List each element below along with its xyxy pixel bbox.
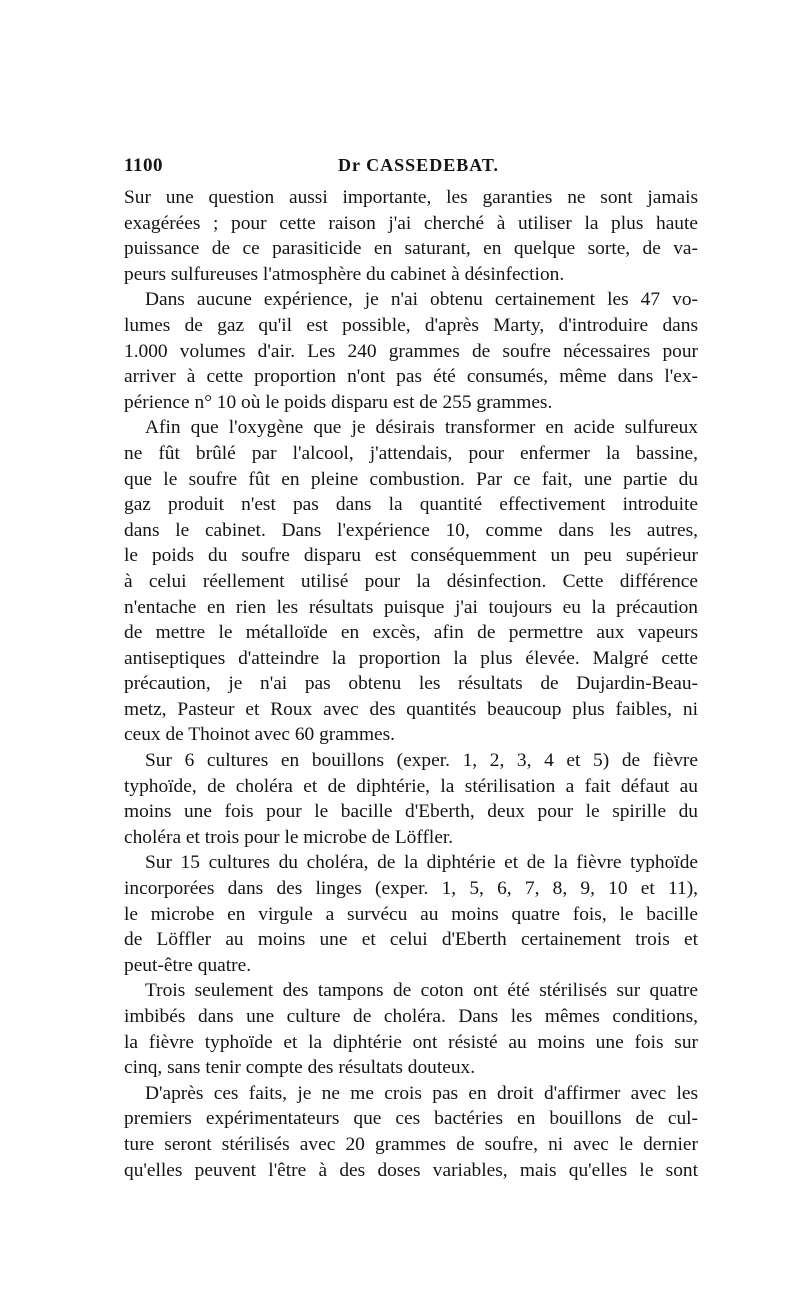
text-line: Sur 6 cultures en bouillons (exper. 1, 2, 3, 4 et 5) de fièvre — [145, 750, 698, 772]
text-line: typhoïde, de choléra et de diphtérie, la stérilisation a fait défaut au — [124, 775, 698, 797]
text-line: Sur 15 cultures du choléra, de la diphtérie et de la fièvre typhoïde — [145, 852, 698, 874]
text-line: incorporées dans des linges (exper. 1, 5, 6, 7, 8, 9, 10 et 11), — [124, 878, 698, 900]
running-head: Dr CASSEDEBAT. — [338, 155, 500, 175]
text-line: à celui réellement utilisé pour la désinfection. Cette différence — [124, 570, 698, 592]
text-line: de Löffler au moins une et celui d'Eberth certainement trois et — [124, 929, 698, 951]
text-line: Trois seulement des tampons de coton ont été stérilisés sur quatre — [145, 980, 698, 1002]
text-line: qu'elles peuvent l'être à des doses variables, mais qu'elles le sont — [124, 1159, 698, 1181]
paragraph — [124, 850, 698, 978]
paragraph — [124, 1081, 698, 1183]
text-line: cinq, sans tenir compte des résultats douteux. — [124, 1057, 476, 1079]
text-line: Afin que l'oxygène que je désirais transformer en acide sulfureux — [145, 417, 698, 439]
text-line: lumes de gaz qu'il est possible, d'après Marty, d'introduire dans — [124, 314, 698, 336]
text-line: gaz produit n'est pas dans la quantité effectivement introduite — [124, 494, 698, 516]
body-text — [124, 185, 698, 1183]
text-line: périence n° 10 où le poids disparu est de 255 grammes. — [124, 391, 553, 413]
text-line: Sur une question aussi importante, les garanties ne sont jamais — [124, 187, 698, 208]
text-line: antiseptiques d'atteindre la proportion la plus élevée. Malgré cette — [124, 647, 698, 669]
text-line: exagérées ; pour cette raison j'ai cherché à utiliser la plus haute — [124, 212, 698, 234]
text-line: ceux de Thoinot avec 60 grammes. — [124, 724, 396, 746]
text-line: Dans aucune expérience, je n'ai obtenu certainement les 47 vo- — [145, 289, 698, 311]
text-line: peurs sulfureuses l'atmosphère du cabinet à désinfection. — [124, 263, 565, 285]
text-line: premiers expérimentateurs que ces bactéries en bouillons de cul- — [124, 1108, 698, 1130]
text-line: dans le cabinet. Dans l'expérience 10, comme dans les autres, — [124, 519, 698, 541]
paragraph — [124, 415, 698, 748]
page-number: 1100 — [124, 155, 163, 176]
text-line: n'entache en rien les résultats puisque j'ai toujours eu la précaution — [124, 596, 698, 618]
paragraph — [124, 185, 698, 287]
text-line: ne fût brûlé par l'alcool, j'attendais, pour enfermer la bassine, — [124, 442, 698, 464]
text-line: D'après ces faits, je ne me crois pas en droit d'affirmer avec les — [145, 1082, 698, 1104]
paragraph — [124, 287, 698, 415]
text-line: ture seront stérilisés avec 20 grammes de soufre, ni avec le dernier — [124, 1133, 698, 1155]
text-line: le microbe en virgule a survécu au moins quatre fois, le bacille — [124, 903, 698, 925]
text-line: la fièvre typhoïde et la diphtérie ont résisté au moins une fois sur — [124, 1031, 698, 1053]
text-line: puissance de ce parasiticide en saturant, en quelque sorte, de va- — [124, 238, 698, 260]
text-line: précaution, je n'ai pas obtenu les résultats de Dujardin-Beau- — [124, 673, 698, 695]
text-line: le poids du soufre disparu est conséquemment un peu supérieur — [124, 545, 698, 567]
paragraph — [124, 978, 698, 1080]
text-line: choléra et trois pour le microbe de Löffler. — [124, 826, 454, 848]
paragraph — [124, 748, 698, 850]
text-line: imbibés dans une culture de choléra. Dans les mêmes conditions, — [124, 1006, 698, 1027]
text-line: de mettre le métalloïde en excès, afin de permettre aux vapeurs — [124, 622, 698, 644]
text-line: moins une fois pour le bacille d'Eberth, deux pour le spirille du — [124, 801, 698, 823]
text-line: 1.000 volumes d'air. Les 240 grammes de soufre nécessaires pour — [124, 340, 698, 362]
page-header — [124, 155, 698, 181]
text-line: que le soufre fût en pleine combustion. Par ce fait, une partie du — [124, 468, 698, 490]
text-line: peut-être quatre. — [124, 954, 252, 976]
text-line: metz, Pasteur et Roux avec des quantités beaucoup plus faibles, ni — [124, 698, 698, 720]
text-line: arriver à cette proportion n'ont pas été consumés, même dans l'ex- — [124, 366, 698, 388]
